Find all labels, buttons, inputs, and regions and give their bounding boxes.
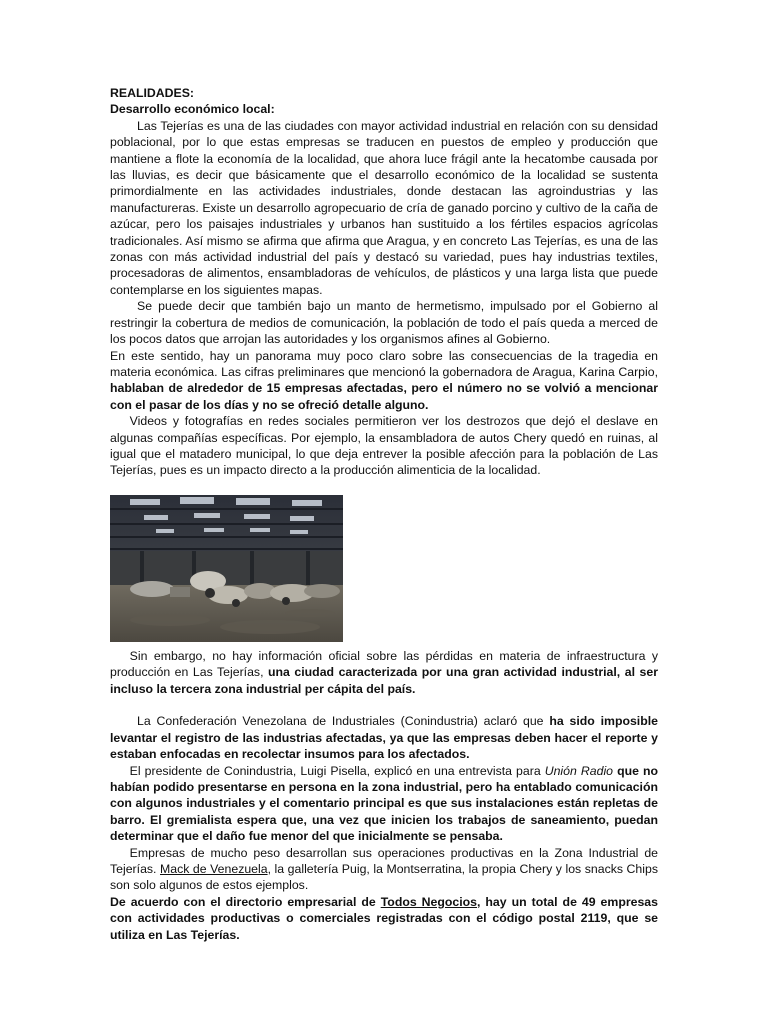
paragraph-text: Las Tejerías es una de las ciudades con mayor actividad industrial en relación con su densidad poblacional, por lo que estas empresas se traducen en puestos de empleo y producción que mantiene a flote la economía de la localidad, que ahora luce frágil ante la hecatombe causada por las lluvias, es decir que básicamente que el desarrollo económico de la localidad se sustenta primordialmente en las actividades industriales, donde destacan las agroindustrias y las manufactureras. Existe un desarrollo agropecuario de cría de ganado porcino y cultivo de la caña de azúcar, pero los paisajes industriales y urbanos han sustituido a los fértiles espacios agrícolas tradicionales. Así mismo se afirma que afirma que Aragua, y en concreto Las Tejerías, es una de las zonas con más actividad industrial del país y destacó su variedad, pues hay industrias textiles, procesadoras de alimentos, ensambladoras de vehículos, de plásticos y una larga lista que puede contemplarse en los siguientes mapas. [110,118,658,297]
paragraph-bold-text: que no habían podido presentarse en persona en la zona industrial, pero ha entablado comunicación con algunos industriales y el comentario principal es que sus instalaciones están repletas de barro. El gremialista espera que, una vez que inicien los trabajos de saneamiento, puedan determinar que el daño fue menor del que inicialmente se pensaba. [110,763,658,844]
paragraph-hermetism [110,298,658,347]
paragraph-bold-text: una ciudad caracterizada por una gran actividad industrial, al ser incluso la tercera zona industrial per cápita del país. [110,665,658,696]
paragraph-bold-text: ha sido imposible levantar el registro de las industrias afectadas, ya que las empresas deben hacer el reporte y estaban enfocadas en recolectar insumos para los afectados. [110,714,658,762]
paragraph-text: El presidente de Conindustria, Luigi Pisella, explicó en una entrevista para [129,763,545,778]
paragraph-italic-text: Unión Radio [544,763,614,778]
document-page [110,85,658,943]
paragraph-figures [110,348,658,414]
paragraph-president [110,763,658,845]
paragraph-text: , la galletería Puig, la Montserratina, la propia Chery y los snacks Chips son solo algunos de estos ejemplos. [110,862,658,893]
photo-image [110,495,343,642]
paragraph-videos [110,413,658,479]
paragraph-text: Videos y fotografías en redes sociales permitieron ver los destrozos que dejó el deslave en algunas compañías específicas. Por ejemplo, la ensambladora de autos Chery quedó en ruinas, al igual que el matadero municipal, lo que deja entrever la posible afección para la población de Las Tejerías, pues es un impacto directo a la producción alimenticia de la localidad. [110,414,658,478]
paragraph-bold-text: hablaban de alrededor de 15 empresas afectadas, pero el número no se volvió a mencionar con el pasar de los días y no se ofreció detalle alguno. [110,381,658,412]
paragraph-economy [110,118,658,298]
paragraph-text: La Confederación Venezolana de Industriales (Conindustria) aclaró que [137,714,544,729]
mack-link[interactable]: Mack de Venezuela [160,862,268,877]
paragraph-text: De acuerdo con el directorio empresarial de [110,894,381,909]
section-subheading: Desarrollo económico local: [110,102,275,117]
blank-line [110,697,658,713]
paragraph-conindustria [110,713,658,762]
paragraph-directory [110,894,658,943]
paragraph-text: En este sentido, hay un panorama muy poco claro sobre las consecuencias de la tragedia en materia económica. Las cifras preliminares que mencionó la gobernadora de Aragua, Karina Carpio, [110,348,658,379]
flooded-factory-photo [110,495,343,642]
document-heading: REALIDADES: [110,86,195,100]
paragraph-text: Empresas de mucho peso desarrollan sus operaciones productivas en la Zona Industrial de Tejerías. [110,845,658,877]
paragraph-text: Se puede decir que también bajo un manto de hermetismo, impulsado por el Gobierno al restringir la cobertura de medios de comunicación, la población de todo el país queda a merced de los pocos datos que arrojan las autoridades y los organismos afines al Gobierno. [110,299,658,347]
paragraph-companies [110,845,658,894]
paragraph-text: Sin embargo, no hay información oficial sobre las pérdidas en materia de infraestructura y producción en Las Tejerías, [110,648,658,680]
paragraph-losses [110,648,658,697]
paragraph-text: , hay un total de 49 empresas con actividades productivas o comerciales registradas con el código postal 2119, que se utiliza en Las Tejerías. [110,894,658,942]
todos-negocios-link[interactable]: Todos Negocios [380,894,478,909]
